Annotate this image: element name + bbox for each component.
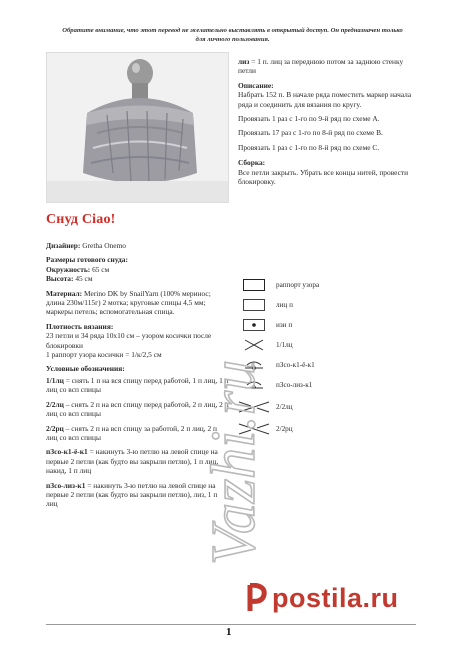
product-photo [46,52,229,203]
abbr-key: 2/2лц [46,399,64,409]
legend-row-knit [243,299,413,313]
abbr-key: пЗсо-лиз-к1 [46,480,86,490]
legend-label: 2/2лц [276,403,293,411]
abbr-text: – снять 2 п на всп спицу за работой, 2 п лиц, 2 п лиц со всп спицы [46,423,217,442]
height-label: Высота: [46,274,74,284]
circumference-label: Окружность: [46,264,91,274]
assembly-heading: Сборка: [238,158,266,168]
footer-divider [46,624,416,625]
abbr-item [46,376,229,395]
abbr-text: = накинуть 3-ю петлю на левой спице на первые 2 петли (как будто вы закрыли петлю), лиз, 1 п лиц [46,480,218,509]
abbr-key: 2/2рц [46,423,64,433]
abbr-item [46,481,229,509]
brand-watermark[interactable]: postila.ru [272,583,399,613]
legend-label: пЗсо-к1-ё-к1 [276,361,315,369]
legend-label: 2/2рц [276,425,293,433]
lis-definition [238,57,416,76]
description-heading: Описание: [238,80,274,90]
lis-text: = 1 п. лиц за переднюю потом за заднюю стенку петли [238,57,404,76]
legend-label: пЗсо-лиз-к1 [276,381,313,389]
left-column [46,241,229,514]
legend-row-repeat [243,279,413,293]
symbols-heading-line [46,364,229,373]
legend-row-psso-yo [243,359,413,373]
gauge-text: 23 петли и 34 ряда 10х10 см – узором косички после блокировки [46,331,212,350]
legend-row-purl [243,319,413,333]
circumference-value: 65 см [90,264,110,274]
abbr-item [46,400,229,419]
legend-label: лиц п [276,301,293,309]
cross-1-1-icon [243,339,265,351]
repeat-box-icon [243,279,265,291]
height-value: 45 см [73,274,93,284]
abbr-key: пЗсо-к1-ё-к1 [46,447,88,457]
knit-box-icon [243,299,265,311]
gauge-heading: Плотность вязания: [46,321,114,331]
cross-2-2-right-icon [237,423,271,435]
postila-logo-icon [246,583,268,613]
pattern-title: Снуд Ciao! [46,212,116,227]
snood-photo-illustration [47,53,228,202]
psso-inc-icon [243,379,265,391]
cross-2-2-left-icon [237,401,271,413]
page-number: 1 [226,626,232,638]
material-label: Материал: [46,288,83,298]
legend-label: 1/1лц [276,341,293,349]
gauge-repeat: 1 раппорт узора косички = 1/к/2,5 см [46,350,162,360]
gauge-block [46,322,229,360]
abbr-text: = накинуть 3-ю петлю на левой спице на первые 2 петли (как будто вы закрыли петлю), 1 п лиц, накид, 1 п лиц [46,447,219,476]
sizes-block [46,255,229,283]
legend-row-cross-2-2-right [243,423,413,437]
material-line [46,289,229,317]
sizes-heading: Размеры готового снуда: [46,255,128,265]
description-p2: Провязать 1 раз с 1-го по 9-й ряд по схеме А. [238,114,380,124]
right-column [238,57,416,191]
lis-key: лиз [238,57,250,66]
abbr-key: 1/1лц [46,375,64,385]
description-p4: Провязать 1 раз с 1-го по 8-й ряд по схеме С. [238,142,380,152]
legend-label: раппорт узора [276,281,320,289]
legend-label: изн п [276,321,293,329]
purl-dot-icon [243,319,265,331]
abbr-item [46,447,229,475]
legend-row-cross-1-1 [243,339,413,353]
watermark-text: Vazhi.ru [200,360,268,565]
description-p1: Набрать 152 п. В начале ряда поместить маркер начала ряда и соединить для вязания по кругу. [238,90,412,109]
material-value: Merino DK by SnailYarn (100% меринос; длина 230м/115г) 2 мотка; круговые спицы 4,5 мм; маркеры петель; вспомогательная спица. [46,288,211,317]
symbols-heading: Условные обозначения: [46,364,125,374]
legend-row-psso-inc [243,379,413,393]
legend-row-cross-2-2-left [243,401,413,415]
designer-line [46,241,229,250]
abbr-text: – снять 2 п на всп спицу перед работой, 2 п лиц, 2 п лиц со всп спицы [46,399,229,419]
abbr-text: = снять 1 п на вся спицу перед работой, 1 п лиц, 1 п лиц со всп спицы [46,375,229,395]
assembly-text: Все петли закрыть. Убрать все концы нитей, провести блокировку. [238,167,409,187]
copyright-notice: Обратите внимание, что этот перевод не желательно выставлять в открытый доступ. Он предназначен только для личного пользования. [62,27,403,43]
designer-value: Gretha Onemo [80,241,126,250]
psso-yo-icon [243,359,265,371]
description-p3: Провязать 17 раз с 1-го по 8-й ряд по схеме В. [238,128,383,138]
abbr-item [46,424,229,443]
designer-label: Дизайнер: [46,241,81,250]
